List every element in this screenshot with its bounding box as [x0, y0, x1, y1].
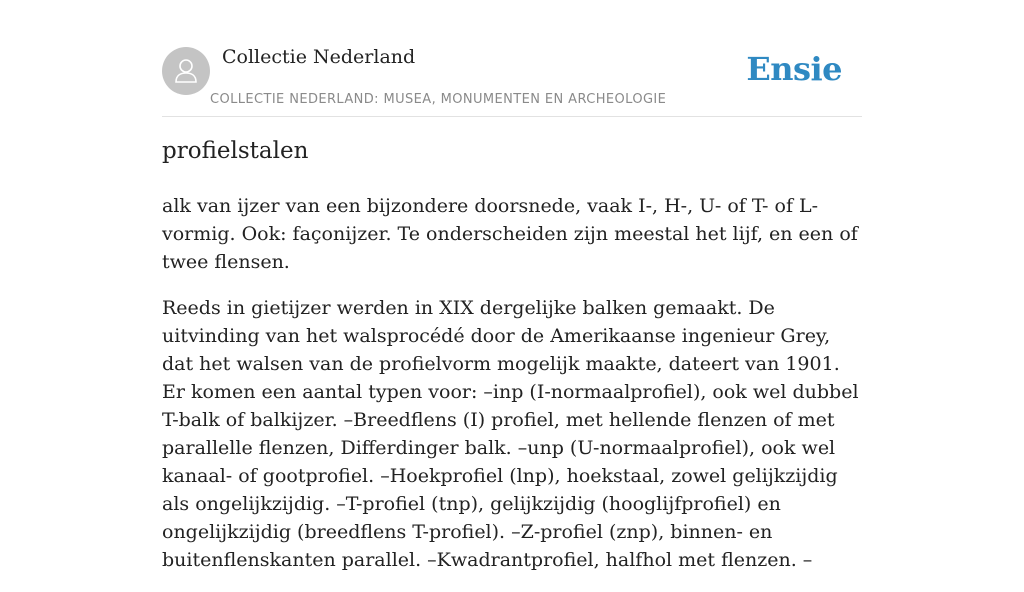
source-name-link[interactable]: Collectie Nederland — [222, 46, 416, 68]
source-subtitle: COLLECTIE NEDERLAND: MUSEA, MONUMENTEN EN ARCHEOLOGIE — [210, 92, 667, 107]
article-title: profielstalen — [162, 138, 309, 164]
user-icon — [171, 56, 201, 86]
source-header — [162, 0, 862, 117]
article-paragraph: alk van ijzer van een bijzondere doorsnede, vaak I-, H-, U- of T- of L-vormig. Ook: façonijzer. Te onderscheiden zijn meestal het lijf, en een of twee flensen. — [162, 195, 858, 273]
article-paragraph: Reeds in gietijzer werden in XIX dergelijke balken gemaakt. De uitvinding van het walsprocédé door de Amerikaanse ingenieur Grey, dat het walsen van de profielvorm mogelijk maakte, dateert van 1901. Er komen een aantal typen voor: –inp (I-normaalprofiel), ook wel dubbel T-balk of balkijzer. –Breedflens (I) profiel, met hellende flenzen of met parallelle flenzen, Differdinger balk. –unp (U-normaalprofiel), ook wel kanaal- of gootprofiel. –Hoekprofiel (lnp), hoekstaal, zowel gelijkzijdig als ongelijkzijdig. –T-profiel (tnp), gelijkzijdig (hooglijfprofiel) en ongelijkzijdig (breedflens T-profiel). –Z-profiel (znp), binnen- en buitenflenskanten parallel. –Kwadrantprofiel, halfhol met flenzen. – — [162, 297, 859, 571]
page-content — [162, 0, 862, 571]
avatar[interactable] — [162, 47, 210, 95]
article-body — [162, 192, 862, 592]
brand-logo[interactable]: Ensie — [746, 50, 842, 88]
